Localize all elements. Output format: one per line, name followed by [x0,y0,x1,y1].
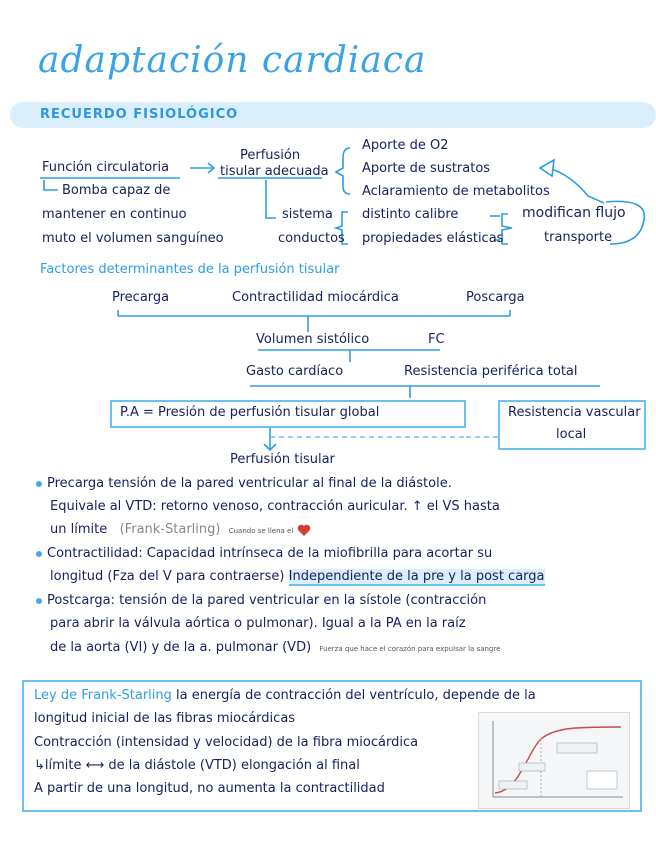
heart-icon [297,523,311,537]
section-heading: RECUERDO FISIOLÓGICO [40,107,239,122]
contractilidad-line2: longitud (Fza del V para contraerse) Independiente de la pre y la post carga [50,569,545,584]
contractilidad-label: Contractilidad miocárdica [232,290,399,305]
postcarga-line2: para abrir la válvula aórtica o pulmonar). Igual a la PA en la raíz [50,616,466,631]
conductos-label: conductos [278,231,345,246]
page-title: adaptación cardiaca [38,40,427,81]
rvl-line1: Resistencia vascular [508,405,641,420]
resistencia-total: Resistencia periférica total [404,364,578,379]
pa-formula: P.A = Presión de perfusión tisular global [120,405,380,420]
frank-line1: Ley de Frank-Starling la energía de contracción del ventrículo, depende de la [34,688,536,703]
perfusion-line2: tisular adecuada [220,164,329,179]
frank-starling-curve [479,713,629,808]
frank-line2: longitud inicial de las fibras miocárdicas [34,711,296,726]
gasto-cardiaco: Gasto cardíaco [246,364,344,379]
precarga-line3: un límite (Frank-Starling) Cuando se llena el [50,522,311,537]
bullet-precarga: Precarga tensión de la pared ventricular al final de la diástole. [36,476,452,491]
transporte: transporte [544,230,613,245]
precarga-label: Precarga [112,290,170,305]
perfusion-line1: Perfusión [240,148,301,163]
rvl-line2: local [556,427,587,442]
aporte-o2: Aporte de O2 [362,138,449,153]
propiedades-elasticas: propiedades elásticas [362,231,504,246]
aporte-sustratos: Aporte de sustratos [362,161,491,176]
postcarga-line3: de la aorta (VI) y de la a. pulmonar (VD) Fuerza que hace el corazón para expulsar la sangre [50,640,501,655]
frank-line5: A partir de una longitud, no aumenta la contractilidad [34,781,385,796]
frank-starling-graph [478,712,630,809]
poscarga-label: Poscarga [466,290,525,305]
aclaramiento: Aclaramiento de metabolitos [362,184,550,199]
distinto-calibre: distinto calibre [362,207,459,222]
funcion-circulatoria: Función circulatoria [42,160,170,175]
sistema-label: sistema [282,207,333,222]
bullet-contractilidad: Contractilidad: Capacidad intrínseca de la miofibrilla para acortar su [36,546,492,561]
bullet-dot [36,551,42,557]
volumen-sistolico: Volumen sistólico [256,332,370,347]
frank-line3: Contracción (intensidad y velocidad) de la fibra miocárdica [34,735,419,750]
bullet-dot [36,481,42,487]
frank-line4: ↳límite ⟷ de la diástole (VTD) elongación al final [34,758,360,773]
bullet-dot [36,598,42,604]
bullet-postcarga: Postcarga: tensión de la pared ventricular en la sístole (contracción [36,593,486,608]
fc-label: FC [428,332,445,347]
bomba-line3: muto el volumen sanguíneo [42,231,224,246]
precarga-line2: Equivale al VTD: retorno venoso, contracción auricular. ↑ el VS hasta [50,499,500,514]
perfusion-tisular: Perfusión tisular [230,452,335,467]
bomba-line1: Bomba capaz de [62,183,171,198]
factores-heading: Factores determinantes de la perfusión tisular [40,262,340,277]
modifican-flujo: modifican flujo [522,205,626,221]
bomba-line2: mantener en continuo [42,207,187,222]
